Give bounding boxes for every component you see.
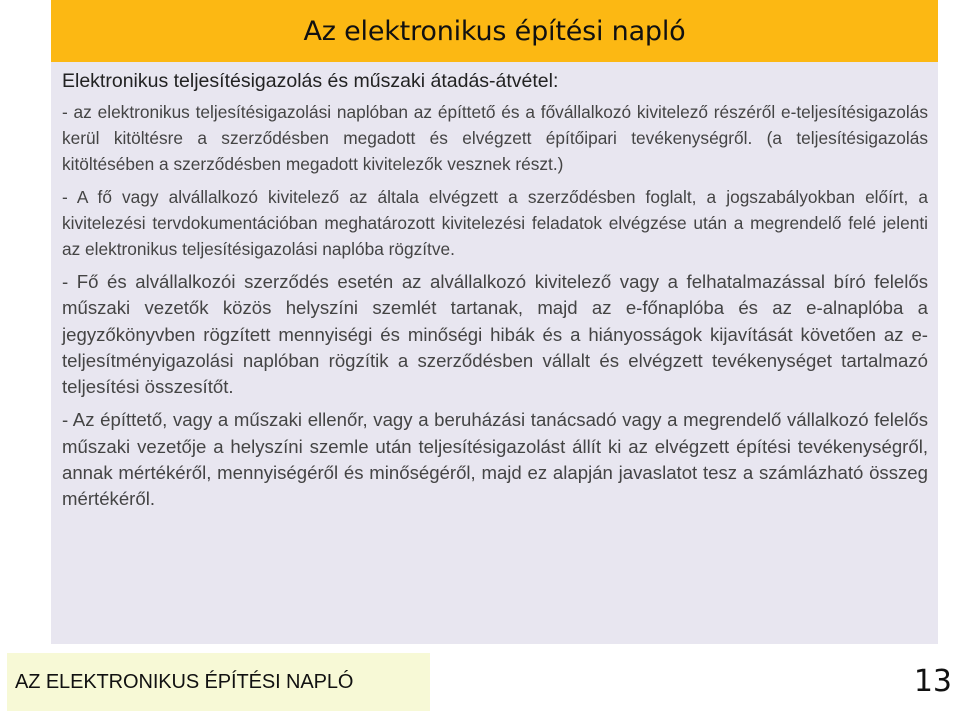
title-bar xyxy=(51,0,938,62)
paragraph-1: - az elektronikus teljesítésigazolási naplóban az építtető és a fővállalkozó kivitelező részéről e-teljesítésigazolás kerül kitöltésre a szerződésben megadott és elvégzett építőipari tevékenységről. (a teljesítésigazolás kitöltésében a szerződésben megadott kivitelezők vesznek részt.) xyxy=(62,102,928,174)
footer-label-box xyxy=(7,653,430,711)
section-subtitle: Elektronikus teljesítésigazolás és műszaki átadás-átvétel: xyxy=(62,70,559,92)
content-text xyxy=(62,68,928,520)
paragraph-4: - Az építtető, vagy a műszaki ellenőr, vagy a beruházási tanácsadó vagy a megrendelő vállalkozó felelős műszaki vezetője a helyszíni szemle után teljesítésigazolást állít ki az elvégzett építési tevékenységről, annak mértékéről, mennyiségéről és minőségéről, majd ez alapján javaslatot tesz a számlázható összeg mértékéről. xyxy=(62,409,928,510)
paragraph-3: - Fő és alvállalkozói szerződés esetén az alvállalkozó kivitelező vagy a felhatalmazással bíró felelős műszaki vezetők közös helyszíni szemlét tartanak, majd az e-főnaplóba és az e-alnaplóba a jegyzőkönyvben rögzített mennyiségi és minőségi hibák és a hiányosságok kijavítását követően az e-teljesítményigazolási naplóban rögzítik a szerződésben vállalt és elvégzett tevékenységet tartalmazó teljesítési összesítőt. xyxy=(62,271,928,398)
page-number: 13 xyxy=(913,664,952,699)
slide-title: Az elektronikus építési napló xyxy=(303,15,686,47)
paragraph-2: - A fő vagy alvállalkozó kivitelező az általa elvégzett a szerződésben foglalt, a jogszabályokban előírt, a kivitelezési tervdokumentációban meghatározott kivitelezési feladatok elvégzése után a megrendelő felé jelenti az elektronikus teljesítésigazolási naplóba rögzítve. xyxy=(62,187,928,259)
footer-label: AZ ELEKTRONIKUS ÉPÍTÉSI NAPLÓ xyxy=(15,670,354,693)
